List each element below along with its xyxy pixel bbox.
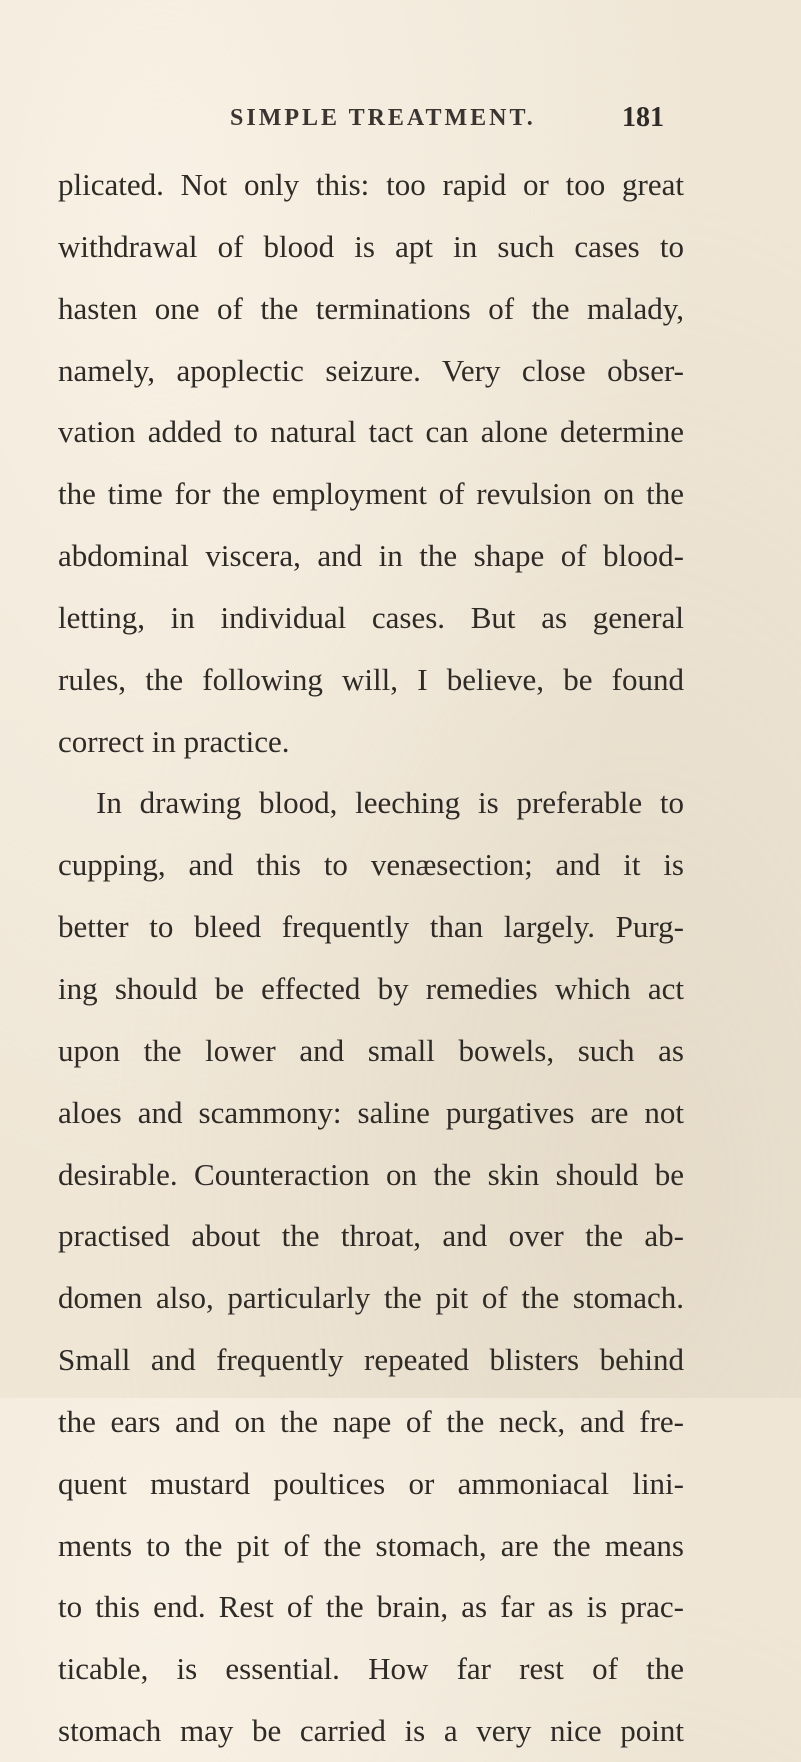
- text-line: ing should be effected by remedies which act: [58, 970, 684, 1006]
- text-line: upon the lower and small bowels, such as: [58, 1032, 684, 1068]
- text-line: ments to the pit of the stomach, are the means: [58, 1527, 684, 1563]
- body-text: [58, 154, 684, 1762]
- text-line: rules, the following will, I believe, be found: [58, 661, 684, 697]
- text-line: hasten one of the terminations of the malady,: [58, 290, 684, 326]
- text-line: plicated. Not only this: too rapid or too great: [58, 167, 684, 202]
- text-line: namely, apoplectic seizure. Very close obser-: [58, 352, 684, 388]
- text-line: the time for the employment of revulsion on the: [58, 476, 684, 512]
- text-line: cupping, and this to venæsection; and it is: [58, 847, 684, 883]
- paragraph-end-line: correct in practice.: [58, 723, 290, 759]
- text-line: Small and frequently repeated blisters behind: [58, 1342, 684, 1378]
- running-head: [0, 98, 801, 138]
- text-line: letting, in individual cases. But as general: [58, 599, 684, 635]
- text-line: quent mustard poultices or ammoniacal lini-: [58, 1465, 684, 1501]
- paragraph-start-line: In drawing blood, leeching is preferable to: [96, 785, 684, 821]
- page-number: 181: [622, 102, 664, 133]
- running-title: SIMPLE TREATMENT.: [230, 105, 536, 131]
- text-line: better to bleed frequently than largely. Purg-: [58, 909, 684, 945]
- text-line: desirable. Counteraction on the skin should be: [58, 1156, 684, 1192]
- text-line: abdominal viscera, and in the shape of blood-: [58, 538, 684, 574]
- text-line: domen also, particularly the pit of the stomach.: [58, 1280, 684, 1316]
- text-line: vation added to natural tact can alone determine: [58, 414, 684, 450]
- text-line: to this end. Rest of the brain, as far as is prac-: [58, 1589, 684, 1625]
- text-line: the ears and on the nape of the neck, and fre-: [58, 1403, 684, 1439]
- text-line: stomach may be carried is a very nice point: [58, 1713, 684, 1749]
- text-line: ticable, is essential. How far rest of the: [58, 1651, 684, 1687]
- text-line: practised about the throat, and over the ab-: [58, 1218, 684, 1254]
- text-line: aloes and scammony: saline purgatives are not: [58, 1094, 684, 1130]
- text-line: withdrawal of blood is apt in such cases to: [58, 228, 684, 264]
